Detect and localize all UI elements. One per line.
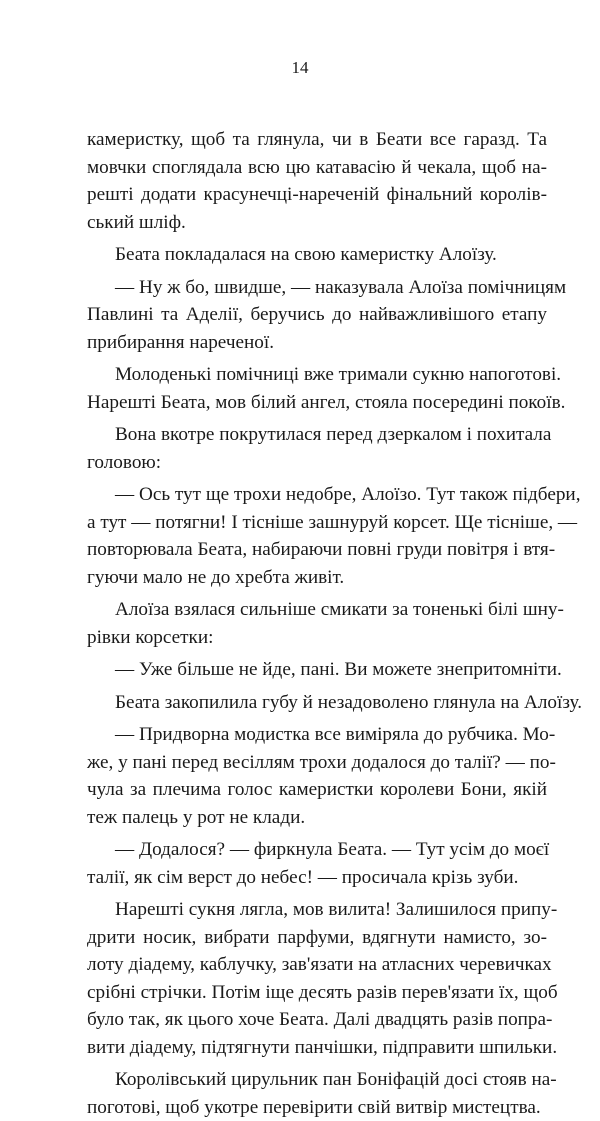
text-line: Молоденькі помічниці вже тримали сукню напоготові.: [87, 361, 547, 389]
text-line: решті додати красунечці-нареченій фінальний королів-: [87, 181, 547, 209]
text-line: гуючи мало не до хребта живіт.: [87, 564, 547, 592]
paragraph: [87, 274, 547, 357]
text-line: дрити носик, вибрати парфуми, вдягнути намисто, зо-: [87, 924, 547, 952]
text-line: головою:: [87, 449, 547, 477]
text-line: поготові, щоб укотре перевірити свій витвір мистецтва.: [87, 1094, 547, 1121]
text-line: лоту діадему, каблучку, зав'язати на атласних черевичках: [87, 951, 547, 979]
page-number: 14: [0, 58, 600, 78]
text-line: же, у пані перед весіллям трохи додалося до талії? — по-: [87, 749, 547, 777]
paragraph: [87, 689, 547, 717]
text-line: — Уже більше не йде, пані. Ви можете знепритомніти.: [87, 656, 547, 684]
paragraph: [87, 721, 547, 831]
text-line: було так, як цього хоче Беата. Далі двадцять разів попра-: [87, 1006, 547, 1034]
paragraph: [87, 1066, 547, 1121]
text-line: Вона вкотре покрутилася перед дзеркалом і похитала: [87, 421, 547, 449]
paragraph: [87, 421, 547, 476]
text-line: а тут — потягни! І тісніше зашнуруй корсет. Ще тісніше, —: [87, 509, 547, 537]
body-text: [87, 126, 547, 1121]
text-line: вити діадему, підтягнути панчішки, підправити шпильки.: [87, 1034, 547, 1062]
text-line: талії, як сім верст до небес! — просичала крізь зуби.: [87, 864, 547, 892]
text-line: Павлині та Аделії, беручись до найважливішого етапу: [87, 301, 547, 329]
text-line: — Ось тут ще трохи недобре, Алоїзо. Тут також підбери,: [87, 481, 547, 509]
paragraph: [87, 836, 547, 891]
text-line: повторювала Беата, набираючи повні груди повітря і втя-: [87, 536, 547, 564]
text-line: срібні стрічки. Потім іще десять разів перев'язати їх, щоб: [87, 979, 547, 1007]
text-line: — Придворна модистка все виміряла до рубчика. Мо-: [87, 721, 547, 749]
paragraph: [87, 656, 547, 684]
text-line: Королівський цирульник пан Боніфацій досі стояв на-: [87, 1066, 547, 1094]
paragraph: [87, 361, 547, 416]
text-line: камеристку, щоб та глянула, чи в Беати все гаразд. Та: [87, 126, 547, 154]
text-line: — Ну ж бо, швидше, — наказувала Алоїза помічницям: [87, 274, 547, 302]
text-line: чула за плечима голос камеристки королеви Бони, якій: [87, 776, 547, 804]
paragraph: [87, 481, 547, 591]
text-line: — Додалося? — фиркнула Беата. — Тут усім до моєї: [87, 836, 547, 864]
text-line: рівки корсетки:: [87, 624, 547, 652]
paragraph: [87, 596, 547, 651]
text-line: Нарешті сукня лягла, мов вилита! Залишилося припу-: [87, 896, 547, 924]
text-line: Нарешті Беата, мов білий ангел, стояла посередині покоїв.: [87, 389, 547, 417]
paragraph: [87, 241, 547, 269]
text-line: теж палець у рот не клади.: [87, 804, 547, 832]
text-line: Алоїза взялася сильніше смикати за тоненькі білі шну-: [87, 596, 547, 624]
text-line: ський шліф.: [87, 209, 547, 237]
text-line: прибирання нареченої.: [87, 329, 547, 357]
text-line: Беата закопилила губу й незадоволено глянула на Алоїзу.: [87, 689, 547, 717]
text-line: мовчки споглядала всю цю катавасію й чекала, щоб на-: [87, 154, 547, 182]
paragraph: [87, 126, 547, 236]
text-line: Беата покладалася на свою камеристку Алоїзу.: [87, 241, 547, 269]
paragraph: [87, 896, 547, 1061]
